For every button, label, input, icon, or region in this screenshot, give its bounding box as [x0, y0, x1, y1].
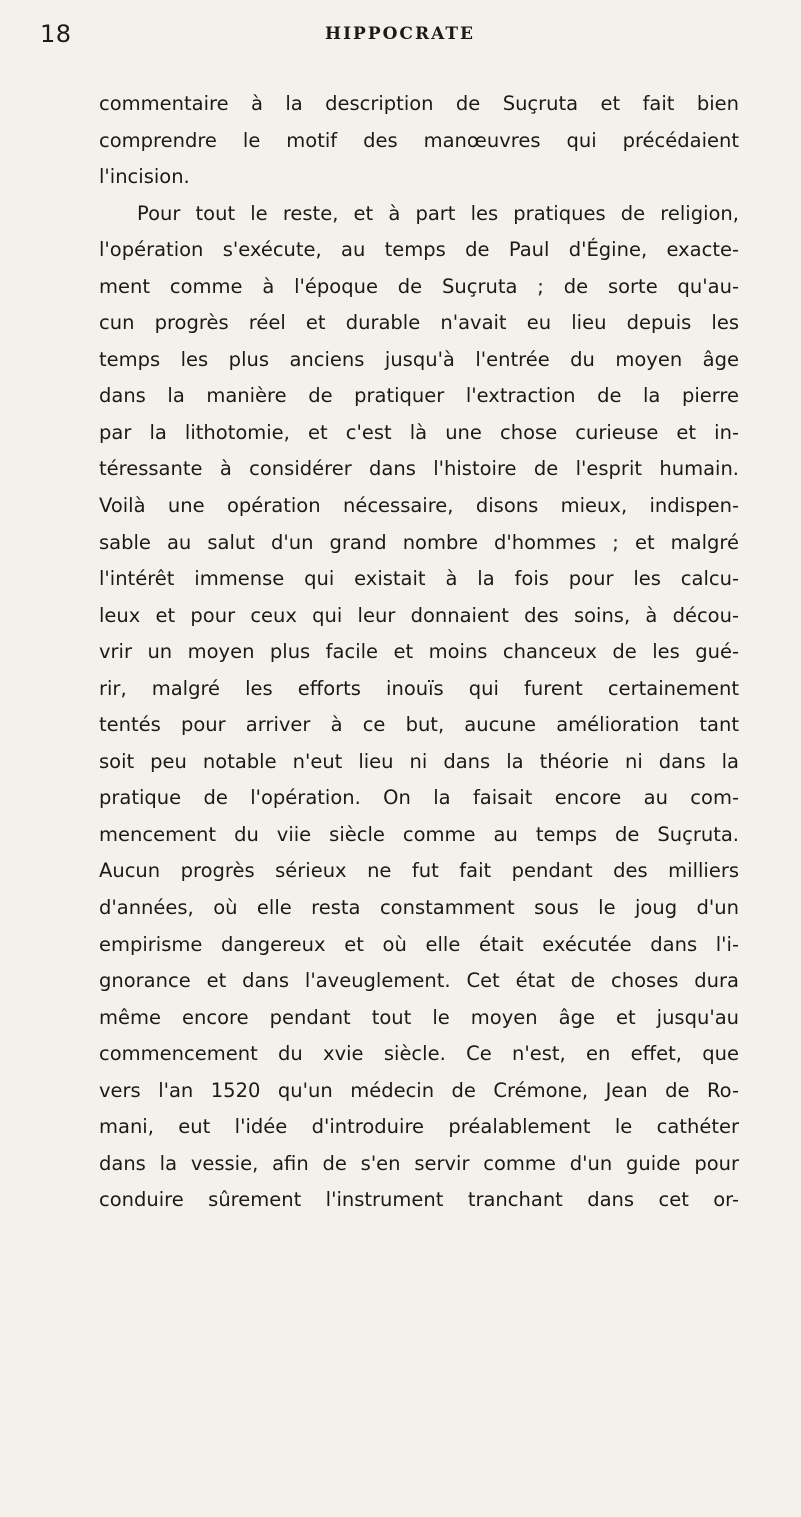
text-line: vrir un moyen plus facile et moins chanceux de les gué- — [99, 640, 739, 664]
text-line: leux et pour ceux qui leur donnaient des soins, à décou- — [99, 603, 739, 627]
body-text — [99, 86, 739, 1219]
text-line: téressante à considérer dans l'histoire de l'esprit humain. — [99, 457, 739, 481]
text-line: mencement du viie siècle comme au temps de Suçruta. — [99, 822, 739, 846]
text-line: par la lithotomie, et c'est là une chose curieuse et in- — [99, 420, 739, 444]
text-line: d'années, où elle resta constamment sous le joug d'un — [99, 896, 739, 920]
text-line: mani, eut l'idée d'introduire préalablement le cathéter — [99, 1115, 739, 1139]
text-line: commencement du xvie siècle. Ce n'est, en effet, que — [99, 1042, 739, 1066]
text-line: même encore pendant tout le moyen âge et jusqu'au — [99, 1005, 739, 1029]
text-line: gnorance et dans l'aveuglement. Cet état de choses dura — [99, 969, 739, 993]
text-line: comprendre le motif des manœuvres qui précédaient — [99, 128, 739, 152]
text-line: l'incision. — [99, 165, 190, 189]
text-line: Voilà une opération nécessaire, disons mieux, indispen- — [99, 494, 739, 518]
text-line: temps les plus anciens jusqu'à l'entrée du moyen âge — [99, 347, 739, 371]
text-line: vers l'an 1520 qu'un médecin de Crémone, Jean de Ro- — [99, 1078, 739, 1102]
running-head — [40, 20, 760, 60]
text-line: sable au salut d'un grand nombre d'hommes ; et malgré — [99, 530, 739, 554]
running-title: HIPPOCRATE — [325, 24, 475, 44]
text-line: conduire sûrement l'instrument tranchant dans cet or- — [99, 1188, 739, 1212]
text-line: dans la manière de pratiquer l'extraction de la pierre — [99, 384, 739, 408]
text-line: l'intérêt immense qui existait à la fois pour les calcu- — [99, 567, 739, 591]
text-line: l'opération s'exécute, au temps de Paul d'Égine, exacte- — [99, 238, 739, 262]
text-line: rir, malgré les efforts inouïs qui furent certainement — [99, 676, 739, 700]
text-line: ment comme à l'époque de Suçruta ; de sorte qu'au- — [99, 274, 739, 298]
text-line: dans la vessie, afin de s'en servir comme d'un guide pour — [99, 1151, 739, 1175]
text-line: soit peu notable n'eut lieu ni dans la théorie ni dans la — [99, 749, 739, 773]
text-line: cun progrès réel et durable n'avait eu lieu depuis les — [99, 311, 739, 335]
text-line: Pour tout le reste, et à part les pratiques de religion, — [137, 201, 739, 225]
text-line: commentaire à la description de Suçruta et fait bien — [99, 92, 739, 115]
text-line: Aucun progrès sérieux ne fut fait pendant des milliers — [99, 859, 739, 883]
page-number: 18 — [40, 20, 72, 48]
text-line: empirisme dangereux et où elle était exécutée dans l'i- — [99, 932, 739, 956]
text-line: tentés pour arriver à ce but, aucune amélioration tant — [99, 713, 739, 737]
text-line: pratique de l'opération. On la faisait encore au com- — [99, 786, 739, 810]
